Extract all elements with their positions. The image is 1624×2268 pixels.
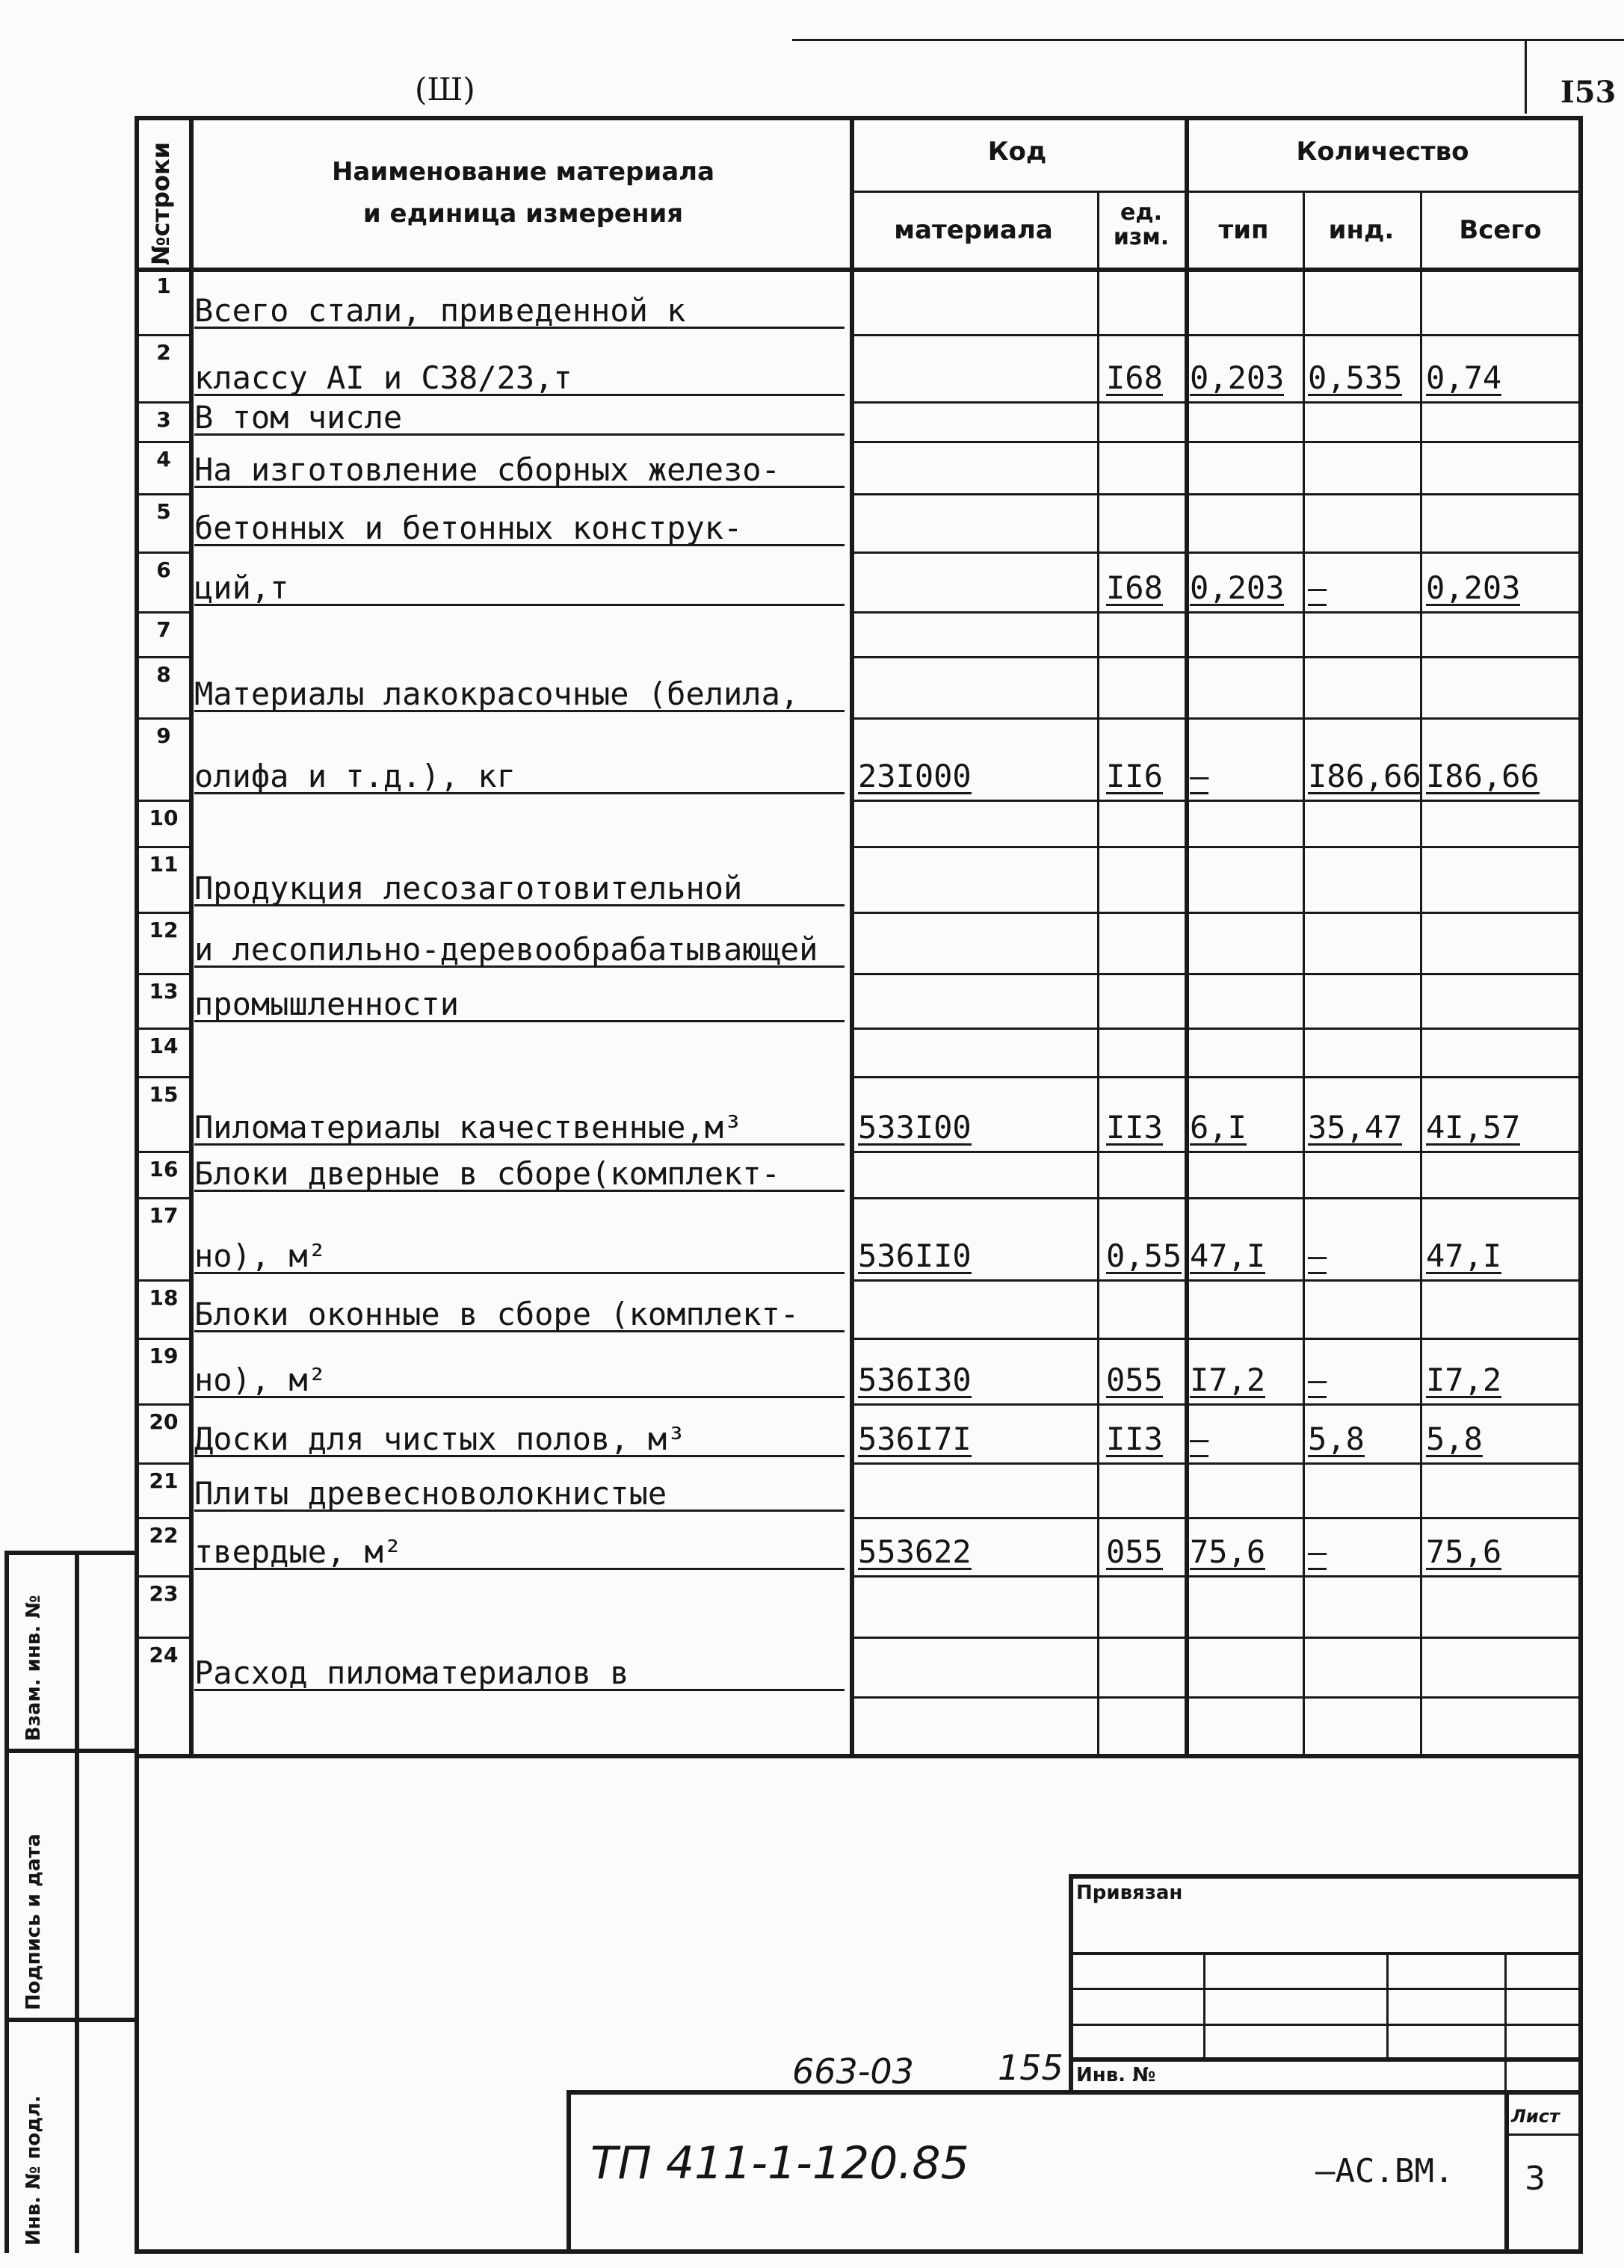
row-gridline	[850, 334, 1581, 336]
row-name: В том числе	[194, 402, 845, 436]
doc-code: ТП 411-1-120.85	[590, 2137, 969, 2190]
row-number: 23	[149, 1581, 179, 1606]
row-number: 22	[149, 1523, 179, 1548]
row-total: 4I,57	[1426, 1109, 1521, 1146]
row-separator	[135, 1151, 189, 1153]
row-unit: 055	[1106, 1362, 1163, 1398]
row-separator	[135, 656, 189, 658]
header-name-line2: и единица измерения	[362, 199, 684, 229]
header-row-no: №строки	[146, 141, 175, 265]
row-number: 17	[149, 1203, 179, 1228]
row-gridline	[850, 1076, 1581, 1078]
row-separator	[135, 493, 189, 495]
row-separator	[135, 912, 189, 914]
sheet-marker: (Ш)	[415, 71, 475, 108]
row-separator	[135, 551, 189, 554]
row-separator	[135, 441, 189, 443]
header-code-material: материала	[894, 215, 1053, 245]
header-qty-total: Всего	[1459, 215, 1542, 245]
header-quantity: Количество	[1296, 137, 1469, 167]
row-separator	[135, 1517, 189, 1519]
doc-block-top	[566, 2090, 1581, 2095]
row-number: 18	[149, 1285, 179, 1310]
corner-rule	[1525, 39, 1527, 114]
col-unit-sep	[1185, 116, 1189, 1756]
row-total: 75,6	[1426, 1533, 1502, 1570]
row-type: 0,203	[1190, 359, 1285, 396]
list-number: 3	[1525, 2160, 1546, 2198]
row-name: бетонных и бетонных конструк-	[194, 513, 845, 546]
row-number: 12	[149, 918, 179, 942]
row-name: Блоки оконные в сборе (комплект-	[194, 1299, 845, 1332]
row-code: 553622	[858, 1533, 972, 1570]
side-label-podpis: Подпись и дата	[22, 1833, 45, 2010]
hand-code-1: 663-03	[792, 2051, 914, 2092]
row-gridline	[850, 1338, 1581, 1340]
row-number: 13	[149, 979, 179, 1004]
header-code-unit: ед. изм.	[1113, 200, 1170, 250]
side-label-vzam: Взам. инв. №	[22, 1595, 45, 1741]
row-separator	[135, 1575, 189, 1578]
row-unit: II3	[1106, 1109, 1163, 1146]
row-ind: 5,8	[1308, 1421, 1365, 1457]
row-unit: I68	[1106, 359, 1163, 396]
row-type: 75,6	[1190, 1533, 1266, 1570]
top-rule	[792, 39, 1624, 41]
row-type: –	[1190, 1421, 1209, 1457]
row-gridline	[850, 656, 1581, 658]
header-mid	[850, 191, 1581, 193]
row-separator	[135, 611, 189, 614]
row-ind: –	[1308, 1362, 1327, 1398]
hand-code-2: 155	[998, 2048, 1063, 2088]
row-gridline	[850, 973, 1581, 975]
row-unit: II3	[1106, 1421, 1163, 1457]
stamp-top	[1069, 1874, 1581, 1879]
row-number: 6	[156, 557, 171, 582]
row-gridline	[850, 717, 1581, 720]
row-name: но), м²	[194, 1365, 845, 1398]
row-gridline	[850, 1517, 1581, 1519]
row-separator	[135, 1197, 189, 1199]
table-bottom	[135, 2249, 1583, 2254]
row-name: Расход пиломатериалов в	[194, 1657, 845, 1691]
row-separator	[135, 1403, 189, 1406]
row-name: и лесопильно-деревообрабатывающей	[194, 934, 845, 968]
row-gridline	[850, 551, 1581, 554]
list-cell-mid	[1504, 2133, 1581, 2136]
row-name: На изготовление сборных железо-	[194, 454, 845, 488]
header-qty-ind: инд.	[1328, 215, 1395, 245]
row-number: 14	[149, 1033, 179, 1058]
row-name: Материалы лакокрасочные (белила,	[194, 679, 845, 712]
list-cell-left	[1504, 2090, 1509, 2253]
row-separator	[135, 973, 189, 975]
row-name: Всего стали, приведенной к	[194, 295, 845, 329]
row-name: Блоки дверные в сборе(комплект-	[194, 1158, 845, 1192]
side-strip-sep1	[4, 1749, 136, 1753]
row-number: 9	[156, 723, 171, 748]
row-total: I7,2	[1426, 1362, 1502, 1398]
row-unit: 0,55	[1106, 1237, 1182, 1274]
row-name: ций,т	[194, 572, 845, 606]
row-name: Плиты древесноволокнистые	[194, 1478, 845, 1512]
side-strip-top	[4, 1551, 136, 1555]
row-number: 8	[156, 662, 171, 687]
row-unit: 055	[1106, 1533, 1163, 1570]
table-body-bottom	[135, 1754, 1581, 1758]
row-ind: –	[1308, 1533, 1327, 1570]
corner-number: I53	[1560, 75, 1617, 110]
row-type: 47,I	[1190, 1237, 1266, 1274]
row-number: 7	[156, 617, 171, 642]
row-gridline	[850, 1637, 1581, 1639]
row-total: 0,74	[1426, 359, 1502, 396]
row-gridline	[850, 1151, 1581, 1153]
row-gridline	[850, 441, 1581, 443]
row-ind: I86,66	[1308, 758, 1421, 794]
header-name-line1: Наименование материала	[331, 157, 715, 187]
stamp-col-3	[1504, 1952, 1507, 2090]
row-gridline	[850, 846, 1581, 848]
stamp-col-2	[1386, 1952, 1389, 2059]
row-total: I86,66	[1426, 758, 1540, 794]
table-left	[135, 116, 139, 2253]
row-separator	[135, 1076, 189, 1078]
row-code: 536II0	[858, 1237, 972, 1274]
row-number: 21	[149, 1468, 179, 1493]
row-number: 10	[149, 806, 179, 830]
row-total: 5,8	[1426, 1421, 1483, 1457]
row-gridline	[850, 1696, 1581, 1699]
row-gridline	[850, 1279, 1581, 1282]
side-strip-mid	[75, 1551, 79, 2253]
row-type: –	[1190, 758, 1209, 794]
row-total: 47,I	[1426, 1237, 1502, 1274]
header-qty-type: тип	[1218, 215, 1269, 245]
row-code: 23I000	[858, 758, 972, 794]
row-unit: II6	[1106, 758, 1163, 794]
row-total: 0,203	[1426, 569, 1521, 606]
row-separator	[135, 1028, 189, 1030]
row-number: 3	[156, 407, 171, 432]
row-separator	[135, 334, 189, 336]
row-gridline	[850, 493, 1581, 495]
row-ind: –	[1308, 569, 1327, 606]
row-type: 0,203	[1190, 569, 1285, 606]
row-number: 19	[149, 1344, 179, 1368]
row-name: олифа и т.д.), кг	[194, 761, 845, 794]
row-number: 11	[149, 852, 179, 877]
row-code: 536I7I	[858, 1421, 972, 1457]
table-top	[135, 116, 1581, 120]
row-unit: I68	[1106, 569, 1163, 606]
row-gridline	[850, 1403, 1581, 1406]
row-type: I7,2	[1190, 1362, 1266, 1398]
row-name: промышленности	[194, 989, 845, 1022]
row-name: классу АI и С38/23,т	[194, 362, 845, 396]
row-number: 20	[149, 1409, 179, 1434]
row-number: 4	[156, 447, 171, 472]
stamp-inv-no: Инв. №	[1076, 2064, 1156, 2086]
row-separator	[135, 1637, 189, 1639]
row-ind: –	[1308, 1237, 1327, 1274]
row-number: 15	[149, 1082, 179, 1107]
row-separator	[135, 846, 189, 848]
row-separator	[135, 1462, 189, 1465]
row-number: 5	[156, 499, 171, 524]
row-gridline	[850, 1575, 1581, 1578]
row-gridline	[850, 401, 1581, 404]
row-separator	[135, 800, 189, 802]
row-gridline	[850, 912, 1581, 914]
row-separator	[135, 1338, 189, 1340]
row-gridline	[850, 611, 1581, 614]
row-gridline	[850, 1197, 1581, 1199]
row-name: но), м²	[194, 1240, 845, 1274]
row-name: Пиломатериалы качественные,м³	[194, 1112, 845, 1146]
row-number: 1	[156, 274, 171, 298]
row-code: 536I30	[858, 1362, 972, 1398]
stamp-col-1	[1203, 1952, 1205, 2059]
row-gridline	[850, 1028, 1581, 1030]
header-code: Код	[987, 137, 1047, 167]
side-label-inv-podl: Инв. № подл.	[22, 2095, 45, 2246]
doc-block-left	[566, 2090, 571, 2253]
table-right	[1578, 116, 1583, 2253]
row-gridline	[850, 800, 1581, 802]
row-separator	[135, 1279, 189, 1282]
row-name: Доски для чистых полов, м³	[194, 1424, 845, 1457]
row-type: 6,I	[1190, 1109, 1247, 1146]
row-ind: 0,535	[1308, 359, 1403, 396]
row-number: 2	[156, 340, 171, 365]
row-code: 533I00	[858, 1109, 972, 1146]
row-name: твердые, м²	[194, 1536, 845, 1570]
row-name: Продукция лесозаготовительной	[194, 873, 845, 906]
row-number: 16	[149, 1157, 179, 1181]
row-ind: 35,47	[1308, 1109, 1403, 1146]
side-strip-left	[4, 1551, 9, 2253]
doc-suffix: –АС.ВМ.	[1315, 2152, 1454, 2190]
row-separator	[135, 401, 189, 404]
row-gridline	[850, 1462, 1581, 1465]
col-rownum-sep	[189, 116, 194, 1756]
stamp-privyazan: Привязан	[1076, 1882, 1183, 1904]
header-bottom	[135, 268, 1581, 272]
row-separator	[135, 717, 189, 720]
side-strip-sep2	[4, 2018, 136, 2022]
list-label: Лист	[1511, 2106, 1560, 2127]
col-name-sep	[850, 116, 854, 1756]
row-number: 24	[149, 1643, 179, 1667]
